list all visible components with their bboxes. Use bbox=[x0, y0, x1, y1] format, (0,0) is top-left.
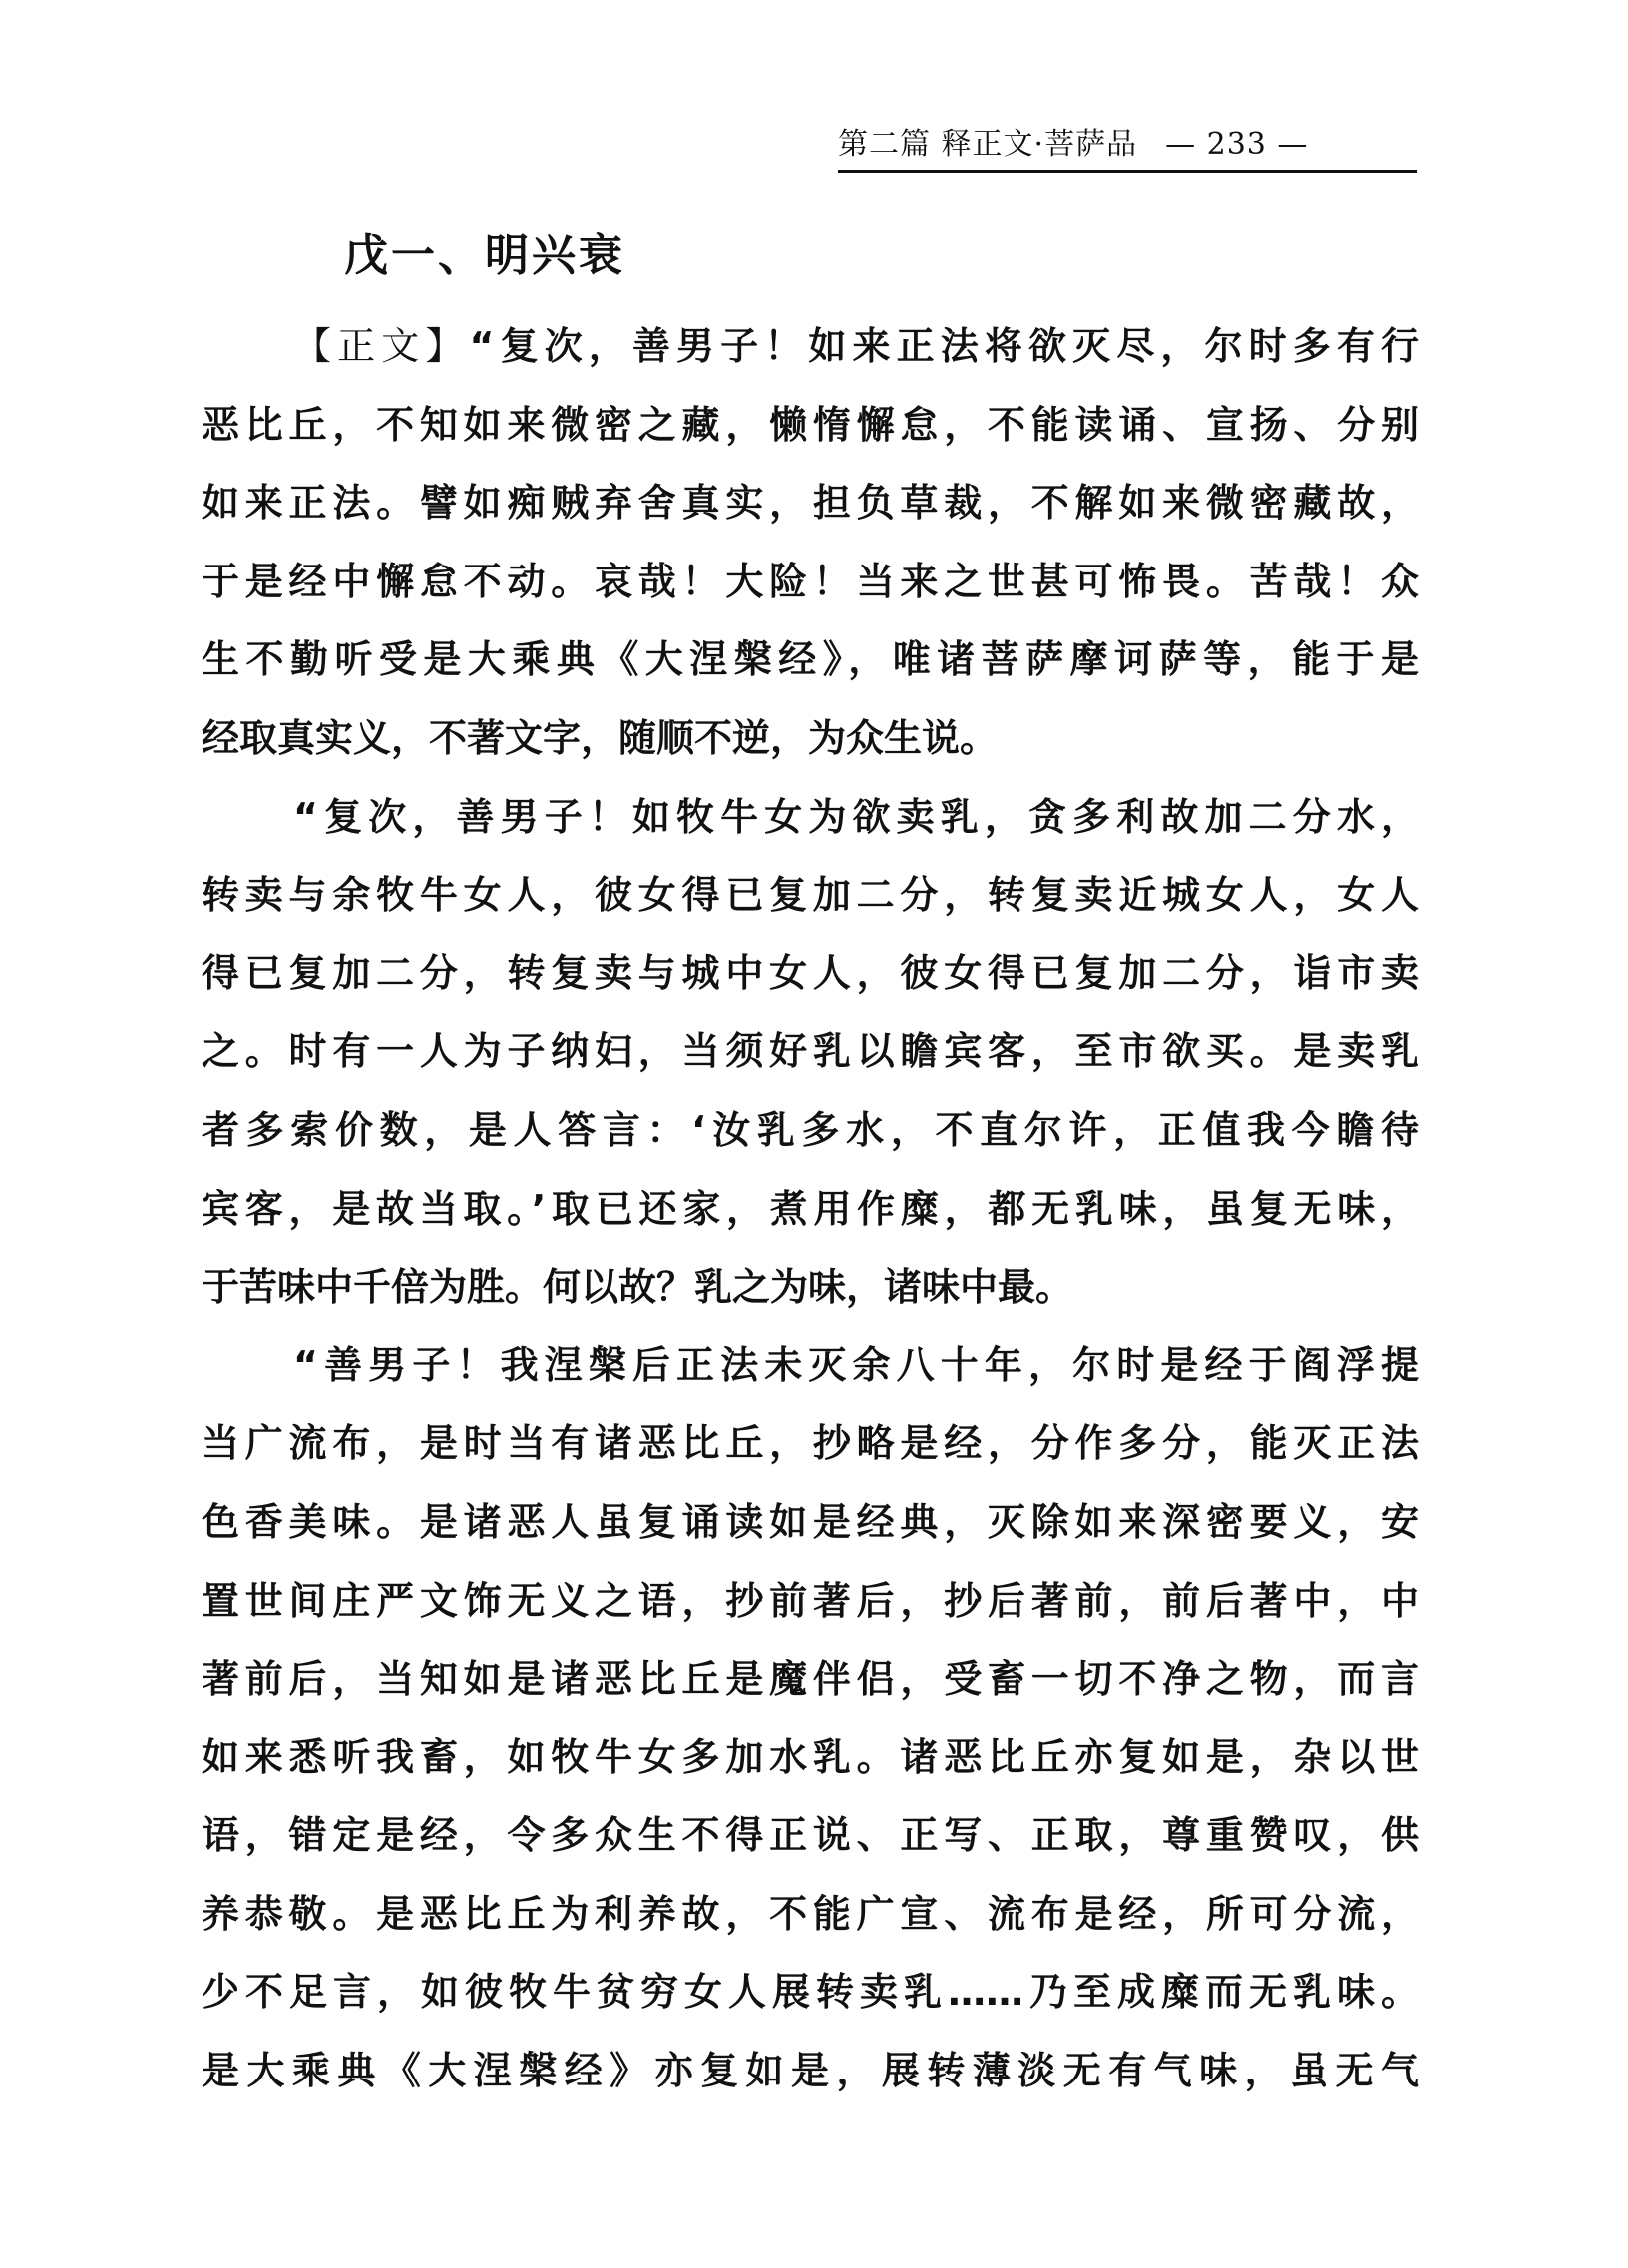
text-line: 者多索价数，是人答言：‘汝乳多水，不直尔许，正值我今瞻待 bbox=[202, 1107, 1419, 1152]
paragraph-3 bbox=[202, 1326, 1419, 2110]
text-line: “复次，善男子！如牧牛女为欲卖乳，贪多利故加二分水， bbox=[293, 794, 1419, 839]
chapter-title: 第二篇 释正文·菩萨品 bbox=[838, 127, 1138, 162]
running-header bbox=[838, 120, 1417, 173]
text-line: “善男子！我涅槃后正法未灭余八十年，尔时是经于阎浮提 bbox=[293, 1342, 1419, 1387]
text-line: 如来悉听我畜，如牧牛女多加水乳。诸恶比丘亦复如是，杂以世 bbox=[202, 1734, 1419, 1779]
text-line: 宾客，是故当取。’取已还家，煮用作糜，都无乳味，虽复无味， bbox=[202, 1186, 1419, 1231]
text-line: 之。时有一人为子纳妇，当须好乳以瞻宾客，至市欲买。是卖乳 bbox=[202, 1029, 1419, 1074]
text-line: 于是经中懈怠不动。哀哉！大险！当来之世甚可怖畏。苦哉！众 bbox=[202, 559, 1419, 603]
text-line: 色香美味。是诸恶人虽复诵读如是经典，灭除如来深密要义，安 bbox=[202, 1499, 1419, 1544]
text-line: 少不足言，如彼牧牛贫穷女人展转卖乳……乃至成糜而无乳味。 bbox=[202, 1970, 1419, 2015]
text-line: 如来正法。譬如痴贼弃舍真实，担负草裁，不解如来微密藏故， bbox=[202, 481, 1419, 526]
paragraph-2 bbox=[202, 778, 1419, 1326]
text-line: 生不勤听受是大乘典《大涅槃经》，唯诸菩萨摩诃萨等，能于是 bbox=[202, 637, 1419, 682]
page-number: — 233 — bbox=[1165, 127, 1309, 162]
text-line: 当广流布，是时当有诸恶比丘，抄略是经，分作多分，能灭正法 bbox=[202, 1421, 1419, 1466]
text-line: 是大乘典《大涅槃经》亦复如是，展转薄淡无有气味，虽无气 bbox=[202, 2049, 1419, 2093]
text-line: 著前后，当知如是诸恶比丘是魔伴侣，受畜一切不净之物，而言 bbox=[202, 1657, 1419, 1701]
text-line: 于苦味中千倍为胜。何以故？乳之为味，诸味中最。 bbox=[202, 1265, 1074, 1310]
paragraph-1 bbox=[202, 307, 1419, 778]
section-heading: 戊一、明兴衰 bbox=[344, 230, 625, 281]
text-line: 经取真实义，不著文字，随顺不逆，为众生说。 bbox=[202, 715, 999, 760]
text-line: 【正文】“复次，善男子！如来正法将欲灭尽，尔时多有行 bbox=[293, 324, 1419, 368]
text-line: 置世间庄严文饰无义之语，抄前著后，抄后著前，前后著中，中 bbox=[202, 1578, 1419, 1623]
text-line: 养恭敬。是恶比丘为利养故，不能广宣、流布是经，所可分流， bbox=[202, 1891, 1419, 1936]
zhengwen-mark: 【正文】 bbox=[293, 324, 470, 368]
text-line: 语，错定是经，令多众生不得正说、正写、正取，尊重赞叹，供 bbox=[202, 1813, 1419, 1858]
body-text bbox=[202, 307, 1419, 2110]
text-line: 得已复加二分，转复卖与城中女人，彼女得已复加二分，诣市卖 bbox=[202, 950, 1419, 995]
text-line: 恶比丘，不知如来微密之藏，懒惰懈怠，不能读诵、宣扬、分别 bbox=[202, 402, 1419, 447]
text-line: 转卖与余牧牛女人，彼女得已复加二分，转复卖近城女人，女人 bbox=[202, 873, 1419, 918]
